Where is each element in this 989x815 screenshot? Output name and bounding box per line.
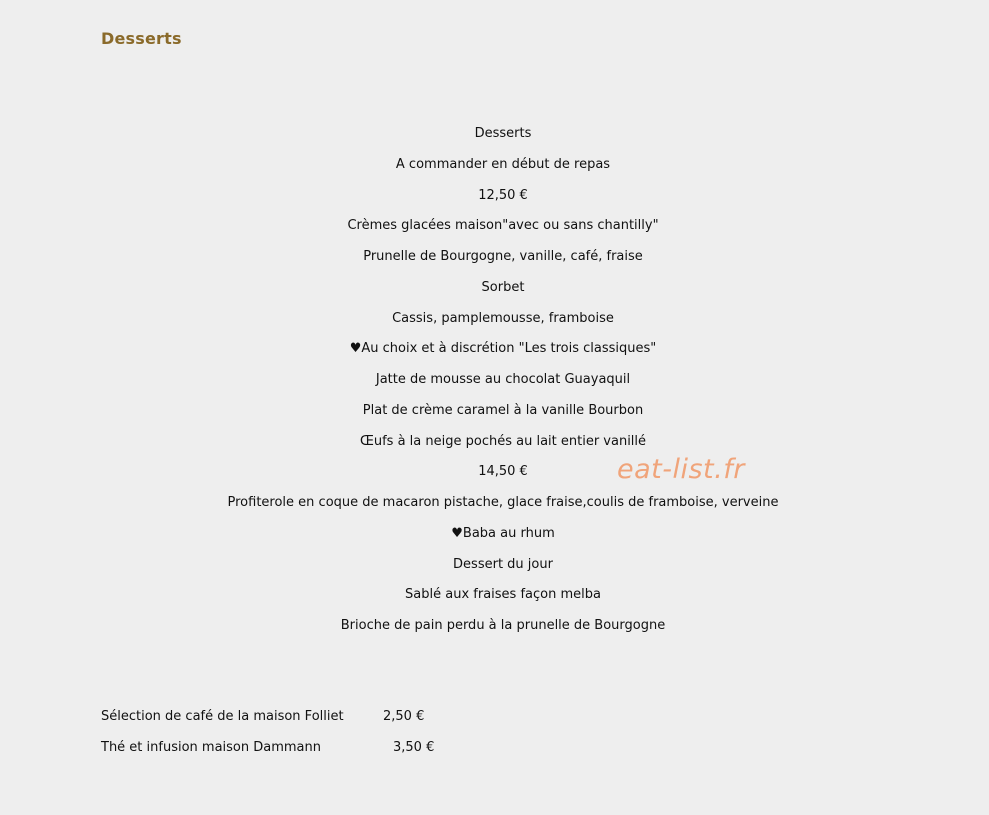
drink-price: 2,50 € — [383, 709, 425, 724]
menu-note: A commander en début de repas — [395, 156, 611, 172]
menu-item: Jatte de mousse au chocolat Guayaquil — [375, 372, 631, 387]
menu-item: Sablé aux fraises façon melba — [405, 587, 601, 603]
menu-item: Œufs à la neige pochés au lait entier vanillé — [359, 433, 647, 449]
menu-item: ♥Baba au rhum — [451, 525, 555, 541]
drink-name: Sélection de café de la maison Folliet — [101, 709, 344, 724]
dessert-menu — [0, 123, 989, 646]
menu-item: Profiterole en coque de macaron pistache, glace fraise,coulis de framboise, verveine — [227, 495, 779, 510]
menu-price: 12,50 € — [478, 187, 528, 203]
menu-price: 14,50 € — [478, 464, 528, 480]
page-title: Desserts — [101, 29, 182, 48]
drinks-list — [101, 706, 435, 768]
menu-item-description: Prunelle de Bourgogne, vanille, café, fraise — [363, 249, 643, 264]
drink-name: Thé et infusion maison Dammann — [101, 740, 322, 755]
drink-row — [101, 737, 435, 768]
watermark-logo: eat-list.fr — [617, 454, 745, 485]
menu-item: Crèmes glacées maison"avec ou sans chantilly" — [347, 218, 659, 234]
drink-price: 3,50 € — [393, 740, 435, 755]
menu-item: Brioche de pain perdu à la prunelle de Bourgogne — [340, 618, 666, 633]
menu-item: Plat de crème caramel à la vanille Bourbon — [362, 402, 644, 418]
menu-item: Dessert du jour — [453, 556, 553, 572]
menu-item: ♥Au choix et à discrétion "Les trois classiques" — [349, 341, 657, 357]
menu-item-description: Cassis, pamplemousse, framboise — [392, 310, 614, 326]
drink-row — [101, 706, 425, 737]
menu-item: Sorbet — [481, 279, 525, 295]
menu-section-title: Desserts — [474, 126, 532, 141]
